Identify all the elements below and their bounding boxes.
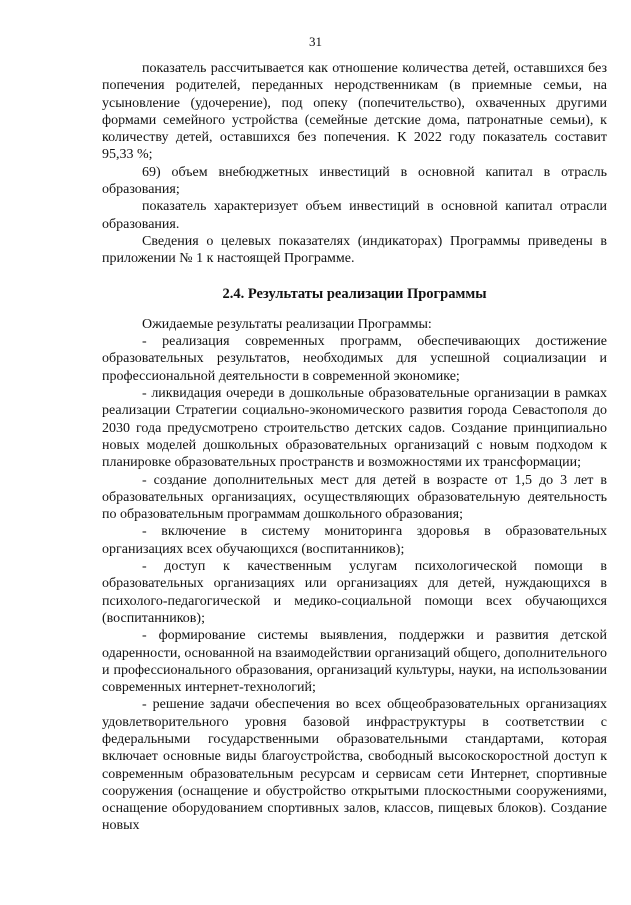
paragraph-indicator-description: показатель рассчитывается как отношение количества детей, оставшихся без попечения родителей, переданных неродственникам (в приемные семьи, на усыновление (удочерение), под опеку (попечительство), охваченных другими формами семейного устройства (семейные детские дома, патронатные семьи), к количеству детей, оставшихся без попечения. К 2022 году показатель составит 95,33 %; <box>102 61 607 163</box>
section-heading: 2.4. Результаты реализации Программы <box>222 285 487 302</box>
results-intro: Ожидаемые результаты реализации Программы: <box>142 316 432 332</box>
results-item: - доступ к качественным услугам психологической помощи в образовательных организациях или организациях для детей, нуждающихся в психолого-педагогической и медико-социальной помощи всех обучающихся (воспитанников); <box>102 559 607 626</box>
paragraph-indicator-69-description: показатель характеризует объем инвестиций в основной капитал отрасли образования. <box>102 199 607 232</box>
results-item: - создание дополнительных мест для детей в возрасте от 1,5 до 3 лет в образовательных организациях, осуществляющих образовательную деятельность по образовательным программам дошкольного образования; <box>102 472 607 523</box>
paragraph-indicators-reference: Сведения о целевых показателях (индикаторах) Программы приведены в приложении № 1 к настоящей Программе. <box>102 233 607 267</box>
results-item: - ликвидация очереди в дошкольные образовательные организации в рамках реализации Стратегии социально-экономического развития города Севастополя до 2030 года предусмотрено строительство детских садов. Создание принципиально новых моделей дошкольных образовательных организаций с новым подходом к планировке образовательных пространств и возможностями их трансформации; <box>102 386 607 471</box>
results-item: - решение задачи обеспечения во всех общеобразовательных организациях удовлетворительного уровня базовой инфраструктуры в соответствии с федеральными государственными образовательными стандартами, которая включает основные виды благоустройства, свободный высокоскоростной доступ к современным образовательным ресурсам и сервисам сети Интернет, спортивные сооружения (оснащение и обустройство открытыми плоскостными сооружениями, оснащение оборудованием спортивных залов, классов, пищевых блоков). Создание новых <box>102 697 607 834</box>
results-item: - включение в систему мониторинга здоровья в образовательных организациях всех обучающихся (воспитанников); <box>102 524 607 557</box>
results-item: - формирование системы выявления, поддержки и развития детской одаренности, основанной на взаимодействии организаций общего, дополнительного и профессионального образования, организаций культуры, науки, на использовании современных интернет-технологий; <box>102 628 607 696</box>
page-content <box>102 60 607 835</box>
results-item: - реализация современных программ, обеспечивающих достижение образовательных результатов, необходимых для успешной социализации и профессиональной деятельности в современной экономике; <box>102 334 607 384</box>
page-number: 31 <box>309 34 322 49</box>
paragraph-indicator-69: 69) объем внебюджетных инвестиций в основной капитал в отрасль образования; <box>102 164 607 198</box>
